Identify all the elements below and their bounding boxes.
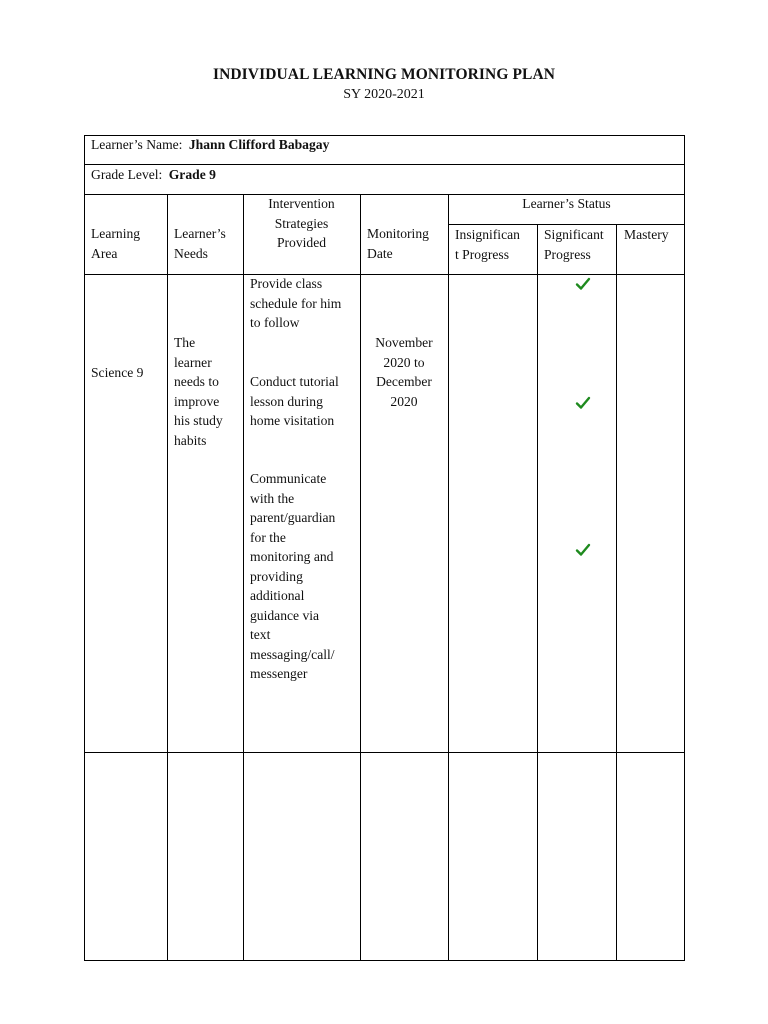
grade-level-value: Grade 9 <box>168 167 216 182</box>
table-border-left <box>84 135 85 961</box>
monitoring-date-value: November 2020 to December 2020 <box>375 335 433 409</box>
strategy-item: Communicate with the parent/guardian for the monitoring and providing additional guidance via text messaging/call/ messenger <box>250 471 336 681</box>
column-divider <box>243 194 244 961</box>
monitoring-table <box>84 135 685 961</box>
check-mark-icon <box>575 542 591 558</box>
table-border-right <box>684 135 685 961</box>
column-divider <box>167 194 168 961</box>
learners-needs-value: The learner needs to improve his study habits <box>174 335 223 448</box>
document-title: INDIVIDUAL LEARNING MONITORING PLAN <box>212 66 556 83</box>
table-border-bottom <box>84 960 685 961</box>
learner-name-value: Jhann Clifford Babagay <box>188 137 330 152</box>
check-mark-icon <box>575 395 591 411</box>
school-year: SY 2020-2021 <box>343 87 425 102</box>
header-significant-progress: Significant Progress <box>544 227 604 262</box>
header-intervention-strategies: Intervention Strategies Provided <box>268 196 335 250</box>
header-insignificant-progress: Insignifican t Progress <box>455 227 520 262</box>
grade-level-row <box>91 165 216 184</box>
header-monitoring-date: Monitoring Date <box>367 226 429 261</box>
learning-area-value: Science 9 <box>91 365 144 380</box>
column-divider <box>616 224 617 961</box>
header-mastery: Mastery <box>624 227 669 242</box>
column-divider <box>537 224 538 961</box>
row-divider <box>84 752 685 753</box>
grade-level-label: Grade Level: <box>91 167 163 182</box>
learner-name-row <box>91 135 329 154</box>
row-divider <box>84 274 685 275</box>
strategy-item: Provide class schedule for him to follow <box>250 276 342 330</box>
header-learning-area: Learning Area <box>91 226 141 261</box>
learner-name-label: Learner’s Name: <box>91 137 183 152</box>
strategy-item: Conduct tutorial lesson during home visitation <box>250 374 339 428</box>
column-divider <box>360 194 361 961</box>
header-learners-status: Learner’s Status <box>522 196 611 211</box>
header-learners-needs: Learner’s Needs <box>174 226 226 261</box>
column-divider <box>448 194 449 961</box>
check-mark-icon <box>575 276 591 292</box>
